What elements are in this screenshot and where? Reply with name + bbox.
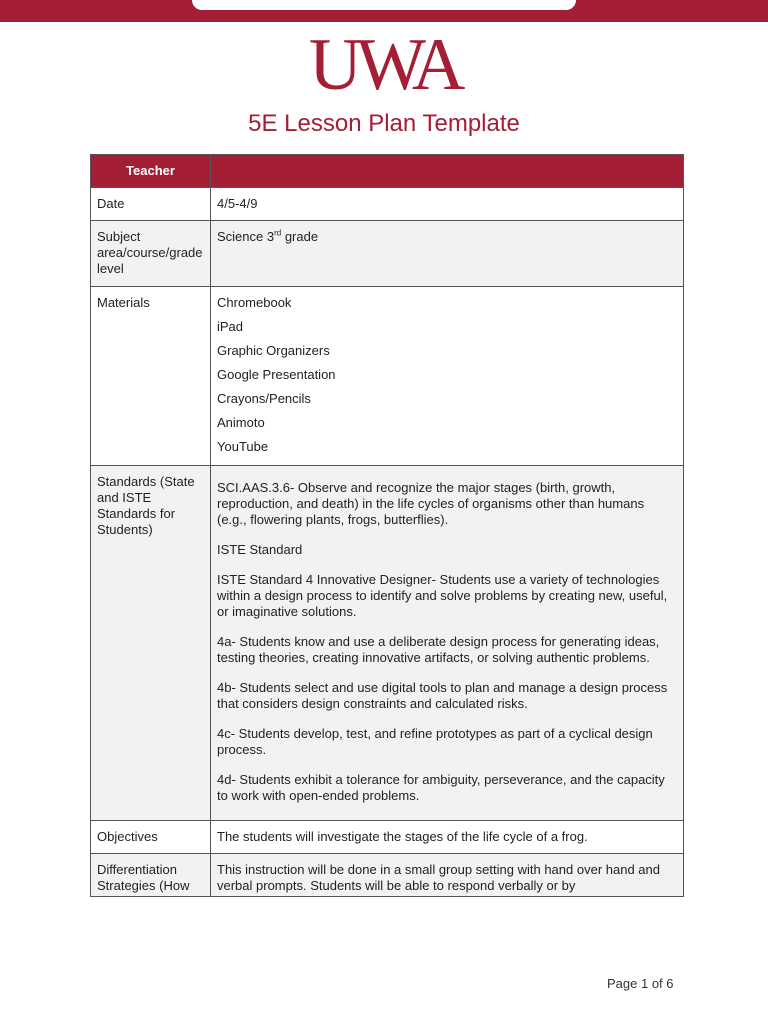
table-row-objectives <box>91 821 684 854</box>
differentiation-label: Differentiation Strategies (How <box>91 854 211 897</box>
subject-value-suffix: grade <box>281 229 319 244</box>
materials-list <box>211 287 684 466</box>
standard-paragraph: SCI.AAS.3.6- Observe and recognize the major stages (birth, growth, reproduction, and death) in the life cycles of organisms other than humans (e.g., flowering plants, frogs, butterflies). <box>217 480 645 527</box>
standard-paragraph: ISTE Standard <box>217 542 303 557</box>
standard-paragraph: ISTE Standard 4 Innovative Designer- Students use a variety of technologies within a design process to identify and solve problems by creating new, useful, or imaginative solutions. <box>217 572 668 619</box>
table-row-teacher <box>91 155 684 188</box>
date-label: Date <box>91 188 211 221</box>
date-value: 4/5-4/9 <box>211 188 684 221</box>
list-item: Animoto <box>217 415 265 430</box>
table-row-materials <box>91 287 684 466</box>
page-number: Page 1 of 6 <box>607 976 674 991</box>
list-item: Graphic Organizers <box>217 343 330 358</box>
teacher-label: Teacher <box>91 155 211 188</box>
uwa-logo: UWA <box>308 24 460 106</box>
list-item: Chromebook <box>217 295 292 310</box>
subject-value-text: Science 3 <box>217 229 275 244</box>
differentiation-value: This instruction will be done in a small group setting with hand over hand and verbal prompts. Students will be able to respond verbally or by <box>211 854 684 897</box>
top-banner-tab <box>192 0 576 10</box>
teacher-value <box>211 155 684 188</box>
standard-paragraph: 4c- Students develop, test, and refine prototypes as part of a cyclical design process. <box>217 726 653 757</box>
list-item: Crayons/Pencils <box>217 391 311 406</box>
materials-label: Materials <box>91 287 211 466</box>
standards-list <box>211 466 684 821</box>
table-row-subject <box>91 221 684 287</box>
standard-paragraph: 4a- Students know and use a deliberate design process for generating ideas, testing theories, creating innovative artifacts, or solving authentic problems. <box>217 634 660 665</box>
standards-label: Standards (State and ISTE Standards for Students) <box>91 466 211 821</box>
standard-paragraph: 4b- Students select and use digital tools to plan and manage a design process that considers design constraints and calculated risks. <box>217 680 668 711</box>
table-row-differentiation <box>91 854 684 897</box>
subject-value <box>211 221 684 287</box>
list-item: YouTube <box>217 439 269 454</box>
subject-value-ordinal: rd <box>274 228 282 238</box>
list-item: iPad <box>217 319 244 334</box>
document-title: 5E Lesson Plan Template <box>248 110 520 137</box>
standard-paragraph: 4d- Students exhibit a tolerance for ambiguity, perseverance, and the capacity to work with open-ended problems. <box>217 772 665 803</box>
subject-label: Subject area/course/grade level <box>91 221 211 287</box>
table-row-standards <box>91 466 684 821</box>
objectives-value: The students will investigate the stages of the life cycle of a frog. <box>211 821 684 854</box>
lesson-plan-table <box>90 154 684 897</box>
table-row-date <box>91 188 684 221</box>
list-item: Google Presentation <box>217 367 336 382</box>
objectives-label: Objectives <box>91 821 211 854</box>
